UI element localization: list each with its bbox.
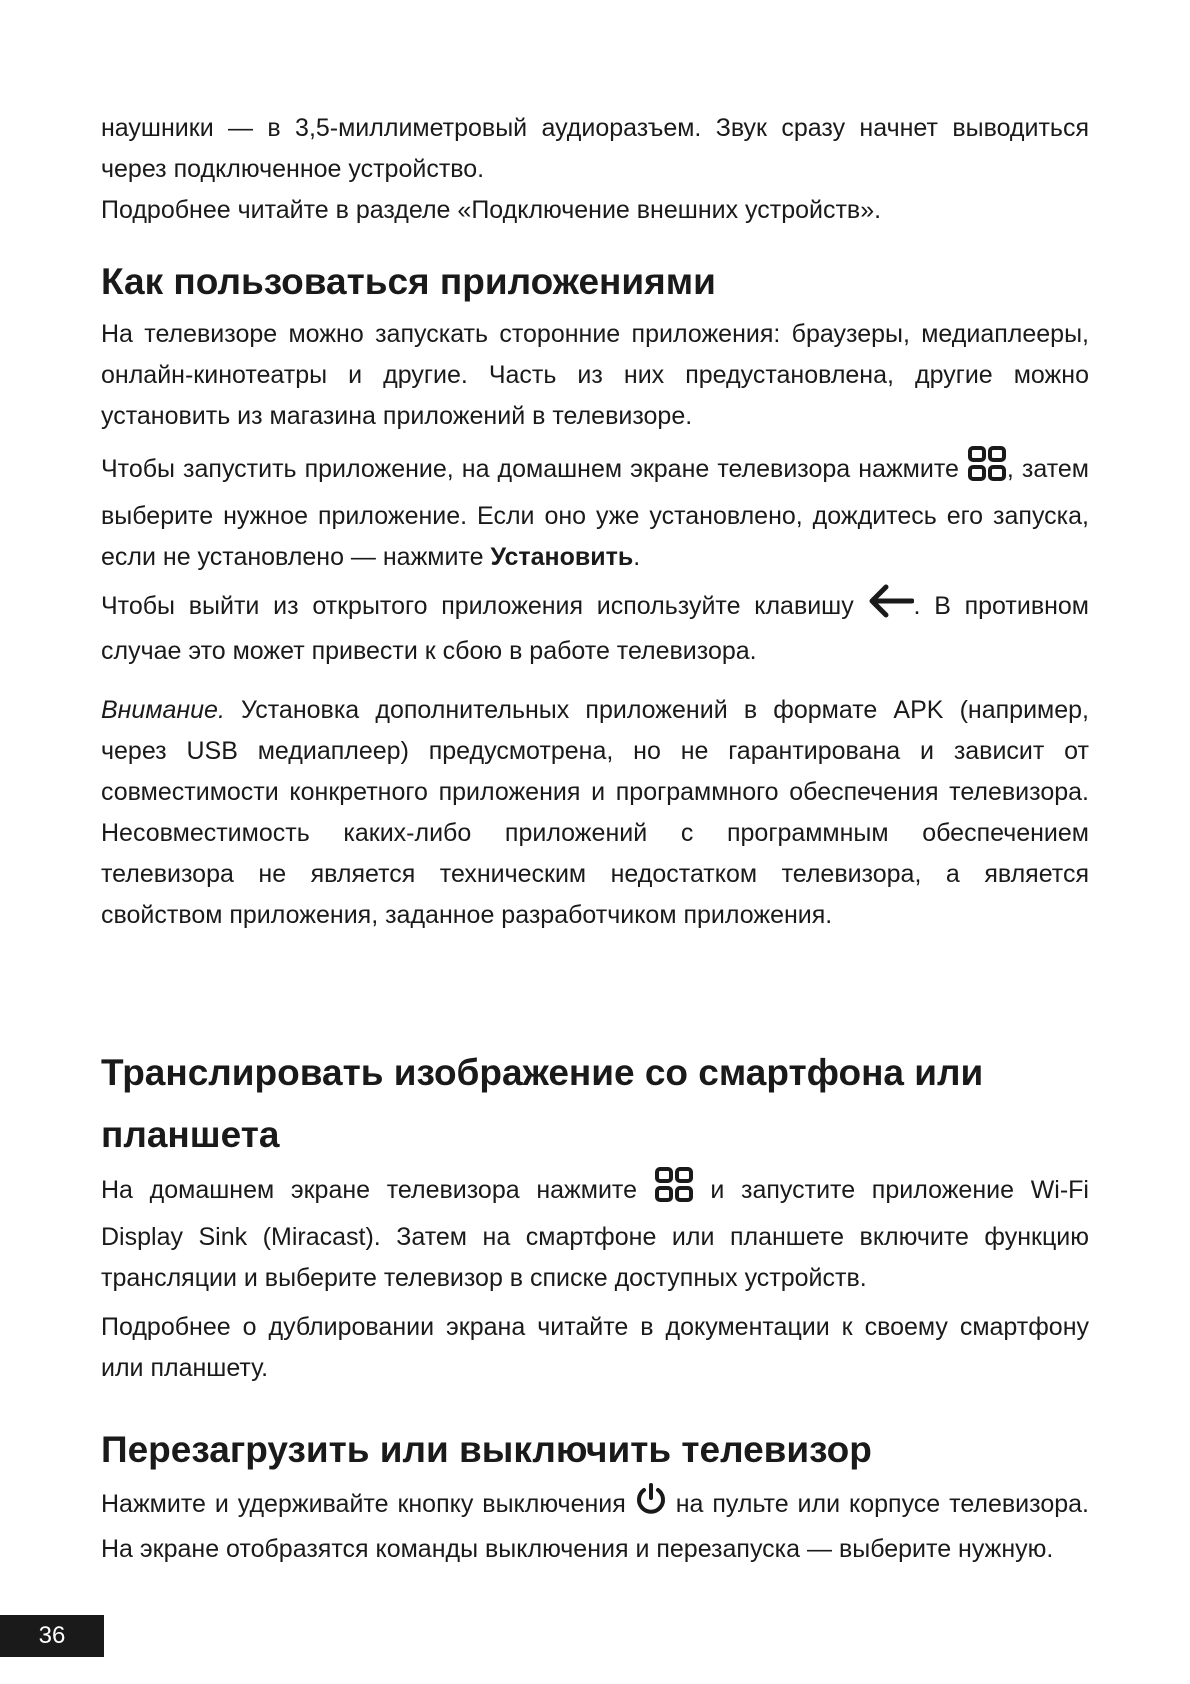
apps-grid-icon: [654, 1166, 694, 1217]
apps-paragraph-3: Чтобы выйти из открытого приложения используйте клавишу . В противном случае это может привести к сбою в работе телевизора.: [101, 584, 1089, 672]
power-heading: Перезагрузить или выключить телевизор: [101, 1429, 872, 1470]
cast-paragraph-1: На домашнем экране телевизора нажмите и запустите приложение Wi-Fi Display Sink (Miracast). Затем на смартфоне или планшете включите функцию трансляции и выберите телевизор в списке доступных устройств.: [101, 1166, 1089, 1299]
power-section: [101, 1420, 1089, 1570]
apps-heading: Как пользоваться приложениями: [101, 261, 716, 302]
install-label: Установить: [490, 543, 634, 571]
cast-paragraph-2: Подробнее о дублировании экрана читайте в документации к своему смартфону или планшету.: [101, 1313, 1089, 1382]
apps-section: [101, 252, 1089, 936]
power-paragraph: Нажмите и удерживайте кнопку выключения на пульте или корпусе телевизора. На экране отобразятся команды выключения и перезапуска — выберите нужную.: [101, 1482, 1089, 1570]
intro-section: [101, 108, 1089, 231]
intro-reference: Подробнее читайте в разделе «Подключение внешних устройств».: [101, 196, 882, 224]
notice-label: Внимание.: [101, 696, 225, 724]
power-icon: [635, 1482, 667, 1529]
apps-paragraph-1: На телевизоре можно запускать сторонние приложения: браузеры, медиаплееры, онлайн-кинотеатры и другие. Часть из них предустановлена, другие можно установить из магазина приложений в телевизоре.: [101, 320, 1089, 430]
intro-paragraph: наушники — в 3,5-миллиметровый аудиоразъем. Звук сразу начнет выводиться через подключенное устройство.: [101, 114, 1089, 183]
back-arrow-icon: [868, 584, 914, 631]
page-number: 36: [0, 1615, 104, 1657]
notice-paragraph: Внимание. Установка дополнительных приложений в формате APK (например, через USB медиаплеер) предусмотрена, но не гарантирована и зависит от совместимости конкретного приложения и программного обеспечения телевизора. Несовместимость каких-либо приложений с программным обеспечением телевизора не является техническим недостатком телевизора, а является свойством приложения, заданное разработчиком приложения.: [101, 696, 1089, 929]
cast-heading: Транслировать изображение со смартфона или планшета: [101, 1052, 984, 1155]
apps-grid-icon: [967, 445, 1007, 496]
apps-paragraph-2: Чтобы запустить приложение, на домашнем экране телевизора нажмите , затем выберите нужное приложение. Если оно уже установлено, дождитесь его запуска, если не установлено — нажмите Установить.: [101, 445, 1089, 578]
cast-section: [101, 1042, 1089, 1389]
